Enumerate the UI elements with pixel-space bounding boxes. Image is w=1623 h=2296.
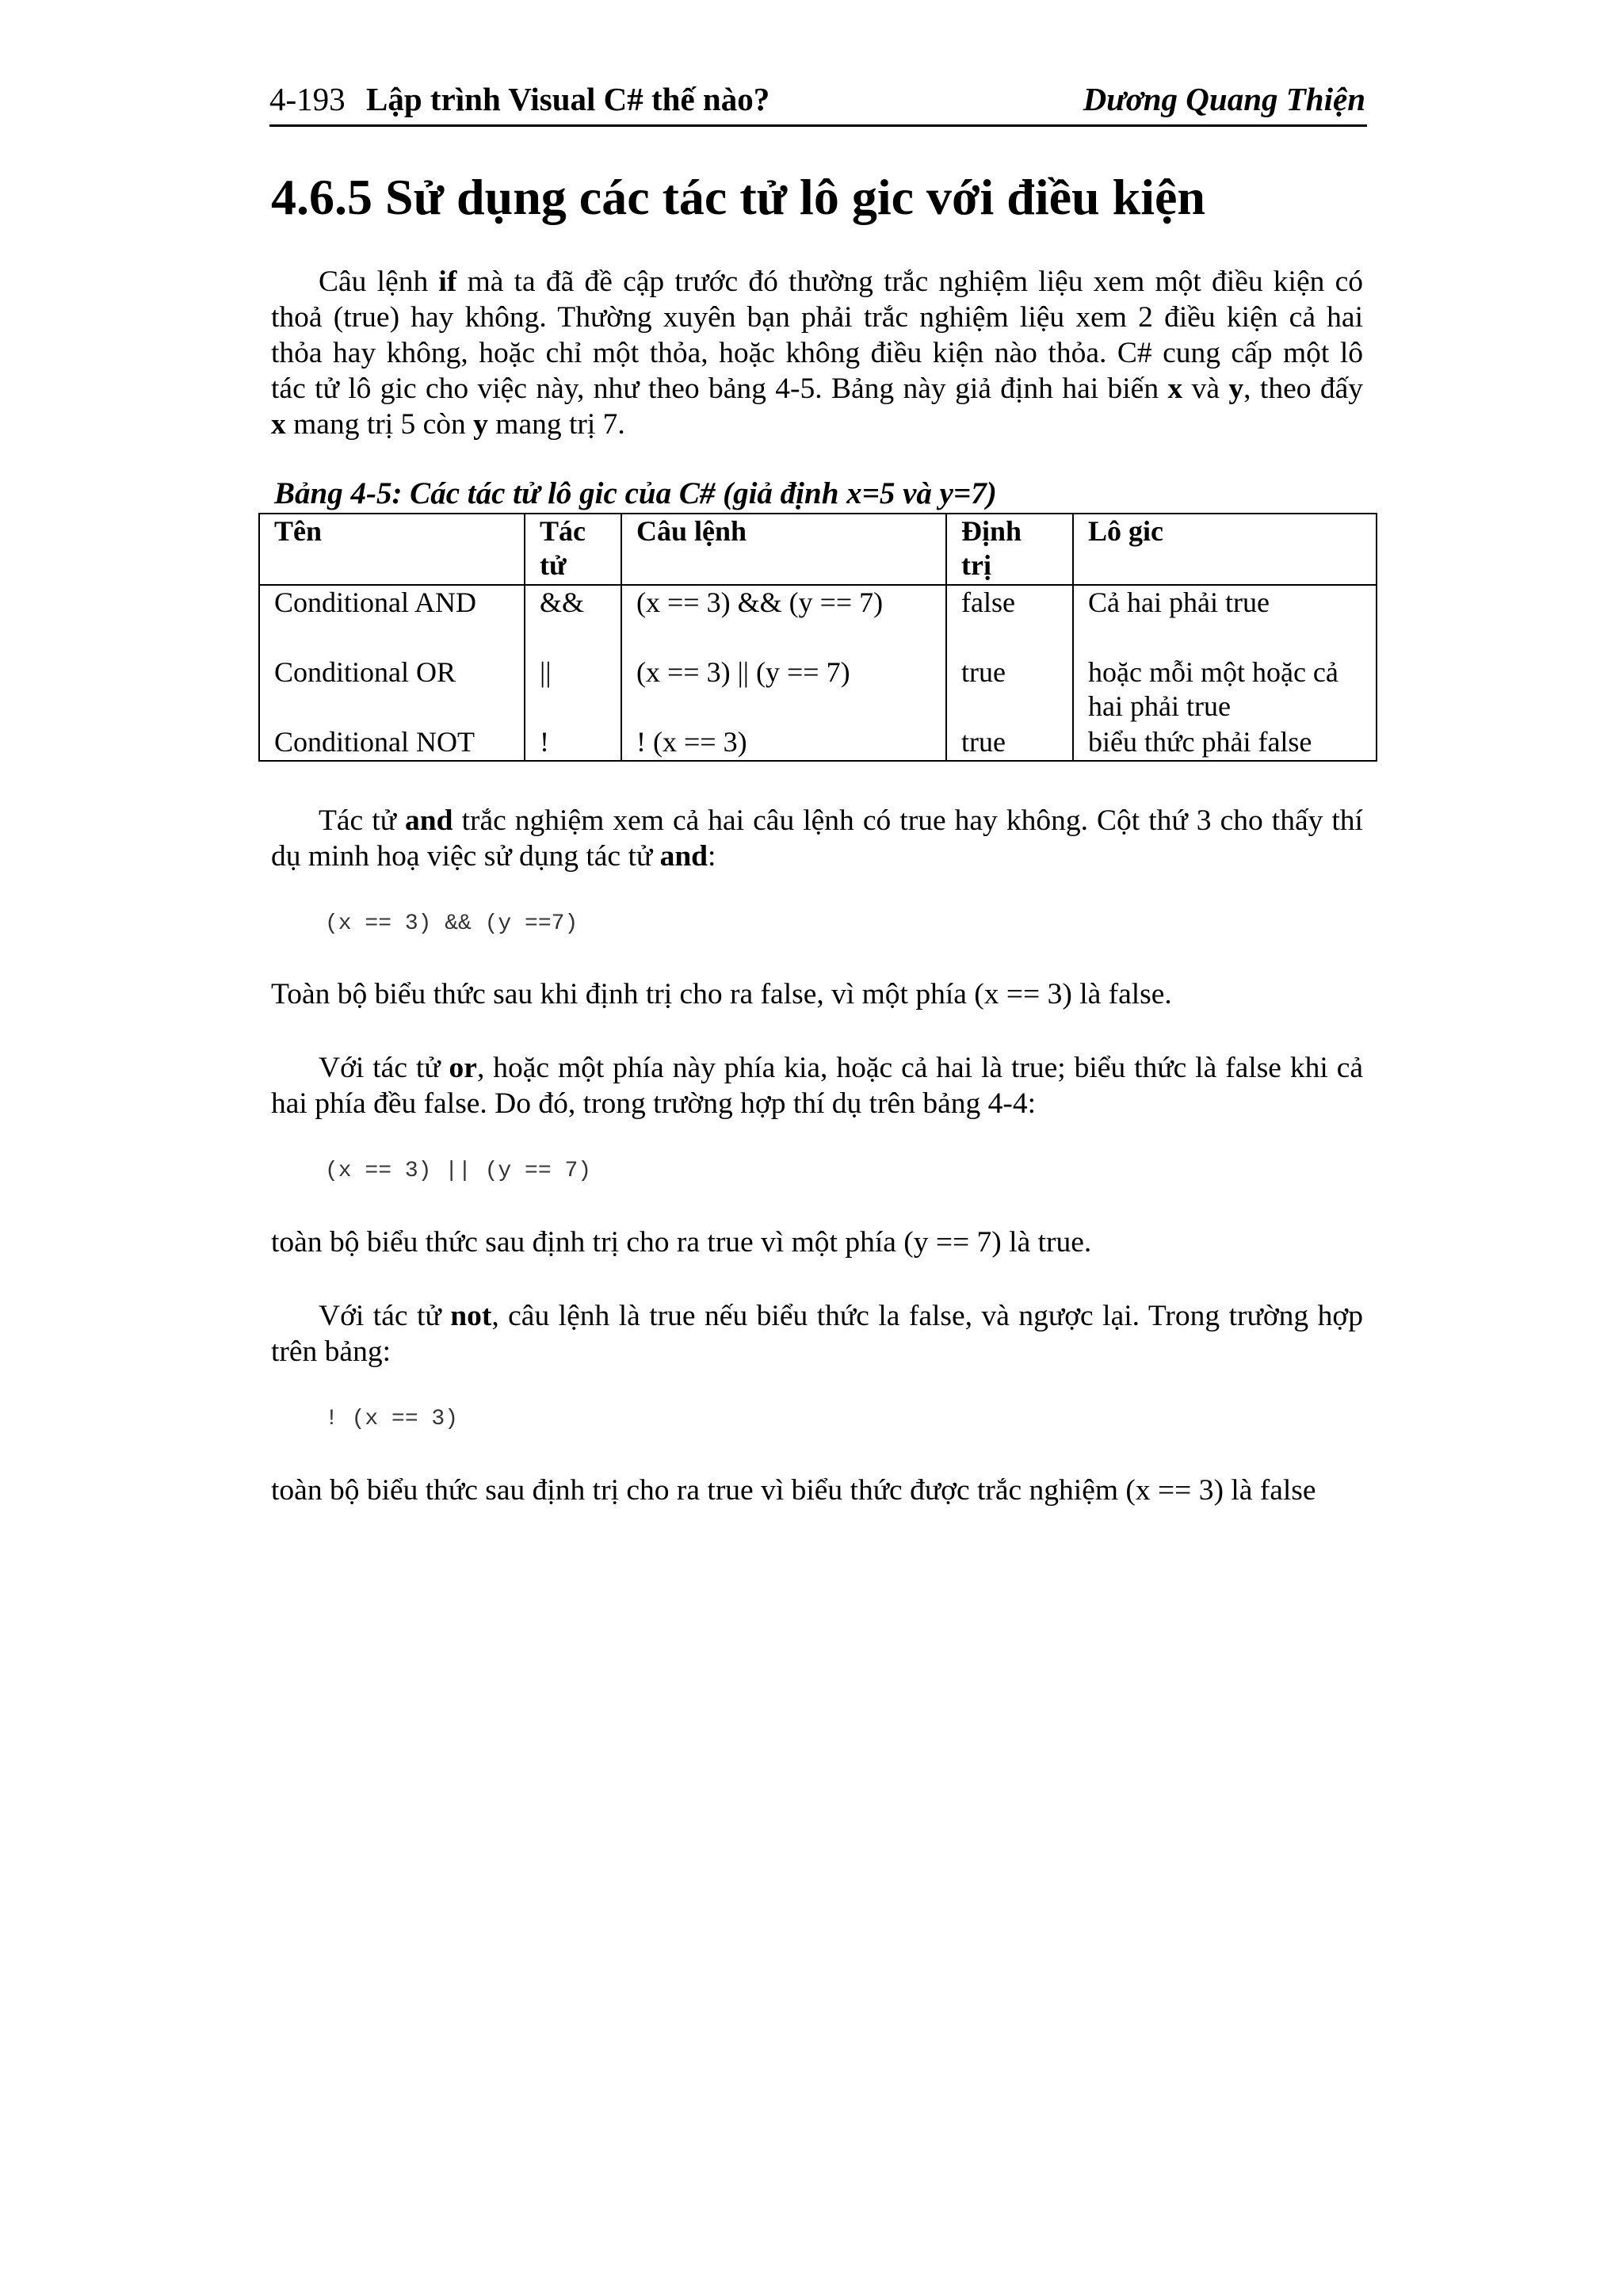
table-cell: hoặc mỗi một hoặc cả hai phải true — [1073, 655, 1377, 725]
table-cell: Conditional NOT — [259, 725, 525, 761]
table-cell: ! (x == 3) — [621, 725, 946, 761]
text-line: trên bảng: — [271, 1335, 391, 1368]
table-row — [259, 725, 1377, 761]
text-line: dụ minh hoạ việc sử dụng tác tử and: — [271, 840, 716, 873]
and-paragraph — [271, 803, 1363, 874]
text-line: toàn bộ biểu thức sau định trị cho ra true vì biểu thức được trắc nghiệm (x == 3) là false — [271, 1474, 1316, 1507]
table-cell: true — [946, 655, 1073, 725]
code-snippet-and: (x == 3) && (y ==7) — [325, 911, 579, 936]
header-cell: Tác tử — [525, 514, 621, 585]
text-line: Với tác tử not, câu lệnh là true nếu biểu thức la false, và ngược lại. Trong trường hợp — [319, 1300, 1363, 1332]
text-line: x mang trị 5 còn y mang trị 7. — [271, 408, 625, 441]
header-cell: Định trị — [946, 514, 1073, 585]
code-snippet-not: ! (x == 3) — [325, 1407, 459, 1431]
table-cell: Conditional AND — [259, 585, 525, 655]
text-line: Câu lệnh if mà ta đã đề cập trước đó thường trắc nghiệm liệu xem một điều kiện có — [319, 266, 1363, 298]
table-caption: Bảng 4-5: Các tác tử lô gic của C# (giả định x=5 và y=7) — [274, 476, 997, 510]
table-cell: || — [525, 655, 621, 725]
section-title: 4.6.5 Sử dụng các tác tử lô gic với điều kiện — [271, 169, 1205, 225]
text-line: hai phía đều false. Do đó, trong trường hợp thí dụ trên bảng 4-4: — [271, 1087, 1037, 1120]
table-header-row — [259, 514, 1377, 585]
table-row — [259, 655, 1377, 725]
text-line: toàn bộ biểu thức sau định trị cho ra true vì một phía (y == 7) là true. — [271, 1226, 1092, 1259]
header-cell: Câu lệnh — [621, 514, 946, 585]
not-result-paragraph — [271, 1473, 1363, 1508]
code-snippet-or: (x == 3) || (y == 7) — [325, 1159, 592, 1183]
book-title: Lập trình Visual C# thế nào? — [366, 81, 770, 117]
running-header — [269, 75, 1367, 127]
table-cell: (x == 3) || (y == 7) — [621, 655, 946, 725]
table-cell: Cả hai phải true — [1073, 585, 1377, 655]
text-line: Toàn bộ biểu thức sau khi định trị cho ra false, vì một phía (x == 3) là false. — [271, 978, 1172, 1010]
text-line: tác tử lô gic cho việc này, như theo bảng 4-5. Bảng này giả định hai biến x và y, theo đấy — [271, 372, 1363, 405]
text-line: thoả (true) hay không. Thường xuyên bạn phải trắc nghiệm liệu xem 2 điều kiện cả hai — [271, 301, 1363, 334]
or-result-paragraph — [271, 1224, 1363, 1260]
text-line: Với tác tử or, hoặc một phía này phía kia, hoặc cả hai là true; biểu thức là false khi cả — [319, 1052, 1363, 1084]
author-name: Dương Quang Thiện — [1083, 81, 1365, 117]
keyword-or: or — [449, 1052, 477, 1084]
text-line: Tác tử and trắc nghiệm xem cả hai câu lệnh có true hay không. Cột thứ 3 cho thấy thí — [319, 804, 1363, 837]
or-paragraph — [271, 1050, 1363, 1121]
table-cell: ! — [525, 725, 621, 761]
page-number: 4-193 — [269, 81, 346, 117]
header-cell: Tên — [259, 514, 525, 585]
table-cell: true — [946, 725, 1073, 761]
keyword-and: and — [659, 840, 708, 873]
table-cell: (x == 3) && (y == 7) — [621, 585, 946, 655]
keyword-not: not — [450, 1300, 492, 1332]
keyword-and: and — [405, 804, 453, 837]
intro-paragraph — [271, 264, 1363, 442]
header-cell: Lô gic — [1073, 514, 1377, 585]
text-line: thỏa hay không, hoặc chỉ một thỏa, hoặc không điều kiện nào thỏa. C# cung cấp một lô — [271, 337, 1363, 369]
table-cell: Conditional OR — [259, 655, 525, 725]
logic-operators-table — [258, 513, 1377, 762]
and-result-paragraph — [271, 976, 1363, 1012]
not-paragraph — [271, 1298, 1363, 1370]
table-cell: false — [946, 585, 1073, 655]
table-cell: && — [525, 585, 621, 655]
table-cell: biểu thức phải false — [1073, 725, 1377, 761]
keyword-if: if — [438, 266, 457, 298]
table-row — [259, 585, 1377, 655]
